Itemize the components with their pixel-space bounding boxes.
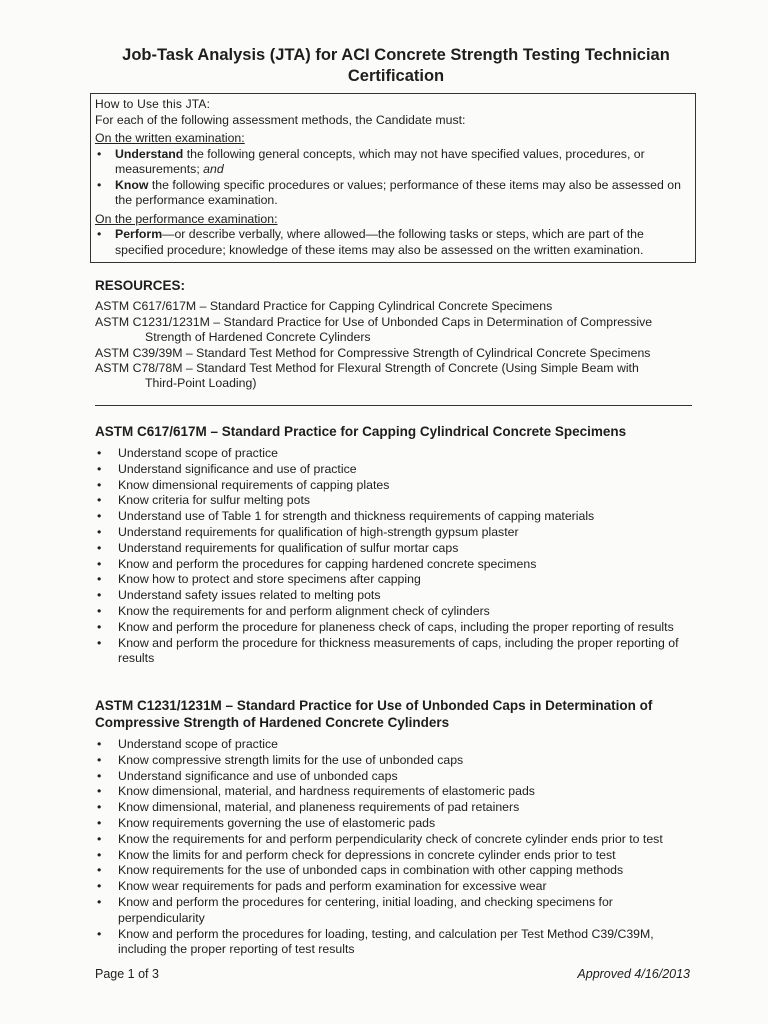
list-item: • Know and perform the procedures for centering, initial loading, and checking specimens for perpendicularity xyxy=(95,895,695,927)
how-to-intro: For each of the following assessment methods, the Candidate must: xyxy=(95,112,466,127)
list-item: • Understand use of Table 1 for strength and thickness requirements of capping materials xyxy=(95,509,695,525)
list-item: • Know the limits for and perform check for depressions in concrete cylinder ends prior to test xyxy=(95,848,695,864)
list-item: • Know criteria for sulfur melting pots xyxy=(95,493,695,509)
list-item: • Know and perform the procedures for capping hardened concrete specimens xyxy=(95,557,695,573)
list-item: • Understand scope of practice xyxy=(95,737,695,753)
resources-section xyxy=(95,278,695,392)
resource-item: ASTM C78/78M – Standard Test Method for Flexural Strength of Concrete (Using Simple Beam with xyxy=(95,361,639,376)
section-divider xyxy=(95,405,692,406)
list-item: • Perform—or describe verbally, where allowed—the following tasks or steps, which are part of the specified procedure; knowledge of these items may also be assessed on the written examination. xyxy=(95,227,691,258)
list-item: • Know the requirements for and perform alignment check of cylinders xyxy=(95,604,695,620)
c1231-task-list xyxy=(95,737,695,958)
resource-item-continuation: Strength of Hardened Concrete Cylinders xyxy=(145,330,371,345)
list-item: • Know and perform the procedures for loading, testing, and calculation per Test Method C39/C39M, including the proper reporting of test results xyxy=(95,927,695,959)
list-item: • Know dimensional requirements of capping plates xyxy=(95,478,695,494)
list-item: • Know requirements governing the use of elastomeric pads xyxy=(95,816,695,832)
list-item: • Know the requirements for and perform perpendicularity check of concrete cylinder ends prior to test xyxy=(95,832,695,848)
resource-item: ASTM C617/617M – Standard Practice for Capping Cylindrical Concrete Specimens xyxy=(95,299,553,314)
list-item: • Understand significance and use of practice xyxy=(95,462,695,478)
list-item: • Know compressive strength limits for the use of unbonded caps xyxy=(95,753,695,769)
list-item: • Understand the following general concepts, which may not have specified values, procedures, or measurements; and xyxy=(95,147,691,178)
section-title-c1231: ASTM C1231/1231M – Standard Practice for Use of Unbonded Caps in Determination of Compressive Strength of Hardened Concrete Cylinders xyxy=(95,698,653,730)
written-exam-heading: On the written examination: xyxy=(95,131,245,145)
list-item: • Understand significance and use of unbonded caps xyxy=(95,769,695,785)
section-title-c617: ASTM C617/617M – Standard Practice for Capping Cylindrical Concrete Specimens xyxy=(95,424,627,439)
list-item: • Understand safety issues related to melting pots xyxy=(95,588,695,604)
list-item: • Know how to protect and store specimens after capping xyxy=(95,572,695,588)
list-item: • Understand requirements for qualification of sulfur mortar caps xyxy=(95,541,695,557)
list-item: • Know and perform the procedure for planeness check of caps, including the proper reporting of results xyxy=(95,620,695,636)
resource-item: ASTM C39/39M – Standard Test Method for Compressive Strength of Cylindrical Concrete Specimens xyxy=(95,345,651,360)
resource-item-continuation: Third-Point Loading) xyxy=(145,376,257,391)
list-item: • Know and perform the procedure for thickness measurements of caps, including the proper reporting of results xyxy=(95,636,695,668)
list-item: • Know the following specific procedures or values; performance of these items may also be assessed on the performance examination. xyxy=(95,178,691,209)
c617-task-list xyxy=(95,446,695,667)
page-number: Page 1 of 3 xyxy=(95,967,159,981)
resources-heading: RESOURCES: xyxy=(95,278,186,293)
written-exam-list xyxy=(95,147,691,209)
how-to-heading: How to Use this JTA: xyxy=(95,97,211,111)
list-item: • Understand scope of practice xyxy=(95,446,695,462)
document-title: Job-Task Analysis (JTA) for ACI Concrete Strength Testing Technician Certification xyxy=(122,46,670,85)
performance-exam-heading: On the performance examination: xyxy=(95,211,278,226)
list-item: • Know requirements for the use of unbonded caps in combination with other capping methods xyxy=(95,863,695,879)
resource-item: ASTM C1231/1231M – Standard Practice for Use of Unbonded Caps in Determination of Compressive xyxy=(95,314,653,329)
list-item: • Know dimensional, material, and hardness requirements of elastomeric pads xyxy=(95,784,695,800)
how-to-use-box xyxy=(90,93,696,263)
approval-date: Approved 4/16/2013 xyxy=(577,967,690,981)
list-item: • Know wear requirements for pads and perform examination for excessive wear xyxy=(95,879,695,895)
list-item: • Understand requirements for qualification of high-strength gypsum plaster xyxy=(95,525,695,541)
list-item: • Know dimensional, material, and planeness requirements of pad retainers xyxy=(95,800,695,816)
performance-exam-list xyxy=(95,227,691,258)
